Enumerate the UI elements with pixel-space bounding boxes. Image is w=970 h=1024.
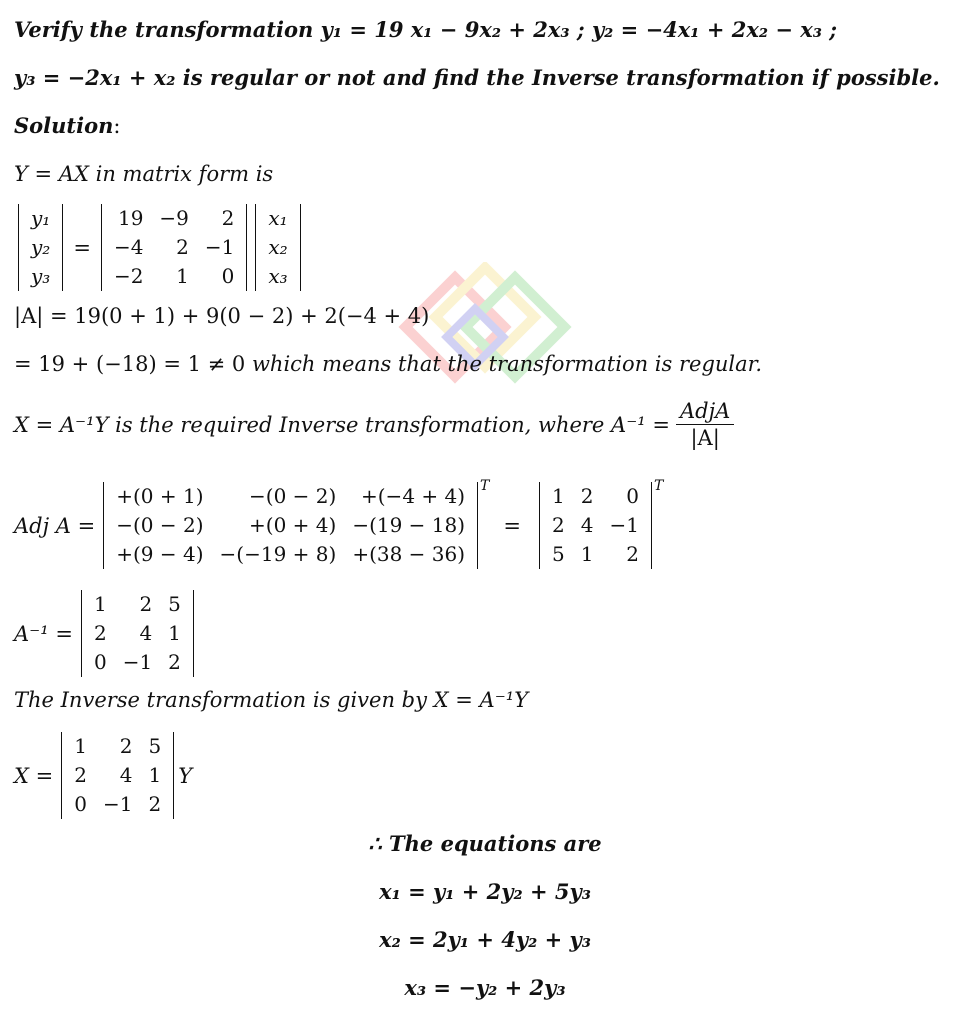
inverse-equation (14, 590, 198, 677)
adjoint-equation: Adj A = +(0 + 1) −(0 − 2) +(−4 + 4) −(0 − 2) +(0 + 4) −(19 − 18) +(9 − 4) −(−19 + 8) +(38 − 36) T = 1 2 0 2 4 −1 5 1 2 T (14, 482, 663, 569)
adj-over-det-fraction: $\frac{\text{AdjA}}{|A|}$ (676, 398, 734, 451)
equation-x2: x₂ = 2y₁ + 4y₂ + y₃ (379, 927, 591, 952)
final-matrix-equation (14, 732, 192, 819)
question-line-1: Verify the transformation y₁ = 19 x₁ − 9x₂ + 2x₃ ; y₂ = −4x₁ + 2x₂ − x₃ ; (14, 17, 838, 42)
cofactor-matrix: +(0 + 1) −(0 − 2) +(−4 + 4) −(0 − 2) +(0 + 4) −(19 − 18) +(9 − 4) −(−19 + 8) +(38 − 36) (103, 482, 478, 569)
x-vector: x₁ x₂ x₃ (255, 204, 300, 291)
final-inverse-matrix: 1 2 5 2 4 1 0 −1 2 (61, 732, 174, 819)
x-label: X = (14, 763, 54, 788)
solution-label: Solution: (14, 113, 121, 138)
adj-label: Adj A = (14, 513, 96, 538)
y-label: Y (178, 763, 193, 788)
equation-x1: x₁ = y₁ + 2y₂ + 5y₃ (379, 879, 591, 904)
matrix-a: 19 −9 2 −4 2 −1 −2 1 0 (101, 204, 247, 291)
inverse-label: A⁻¹ = (14, 621, 73, 646)
determinant-expansion: |A| = 19(0 + 1) + 9(0 − 2) + 2(−4 + 4) (14, 304, 430, 328)
matrix-equation: y₁ y₂ y₃ = 19 −9 2 −4 2 −1 −2 1 0 x₁ x₂ x₃ (14, 204, 305, 291)
equations-heading: ∴ The equations are (368, 831, 602, 856)
question-line-2: y₃ = −2x₁ + x₂ is regular or not and find the Inverse transformation if possible. (14, 65, 940, 90)
equation-x3: x₃ = −y₂ + 2y₃ (404, 975, 566, 1000)
matrix-form-line: Y = AX in matrix form is (14, 162, 274, 186)
inverse-matrix: 1 2 5 2 4 1 0 −1 2 (81, 590, 194, 677)
adjoint-values-matrix: 1 2 0 2 4 −1 5 1 2 (539, 482, 652, 569)
determinant-result: = 19 + (−18) = 1 ≠ 0 which means that the transformation is regular. (14, 352, 763, 376)
inverse-transform-text: The Inverse transformation is given by X = A⁻¹Y (14, 688, 529, 712)
inverse-definition: X = A⁻¹Y is the required Inverse transformation, where A⁻¹ = $\frac{\text{AdjA}}{|A|}$ (14, 398, 734, 451)
y-vector: y₁ y₂ y₃ (18, 204, 63, 291)
